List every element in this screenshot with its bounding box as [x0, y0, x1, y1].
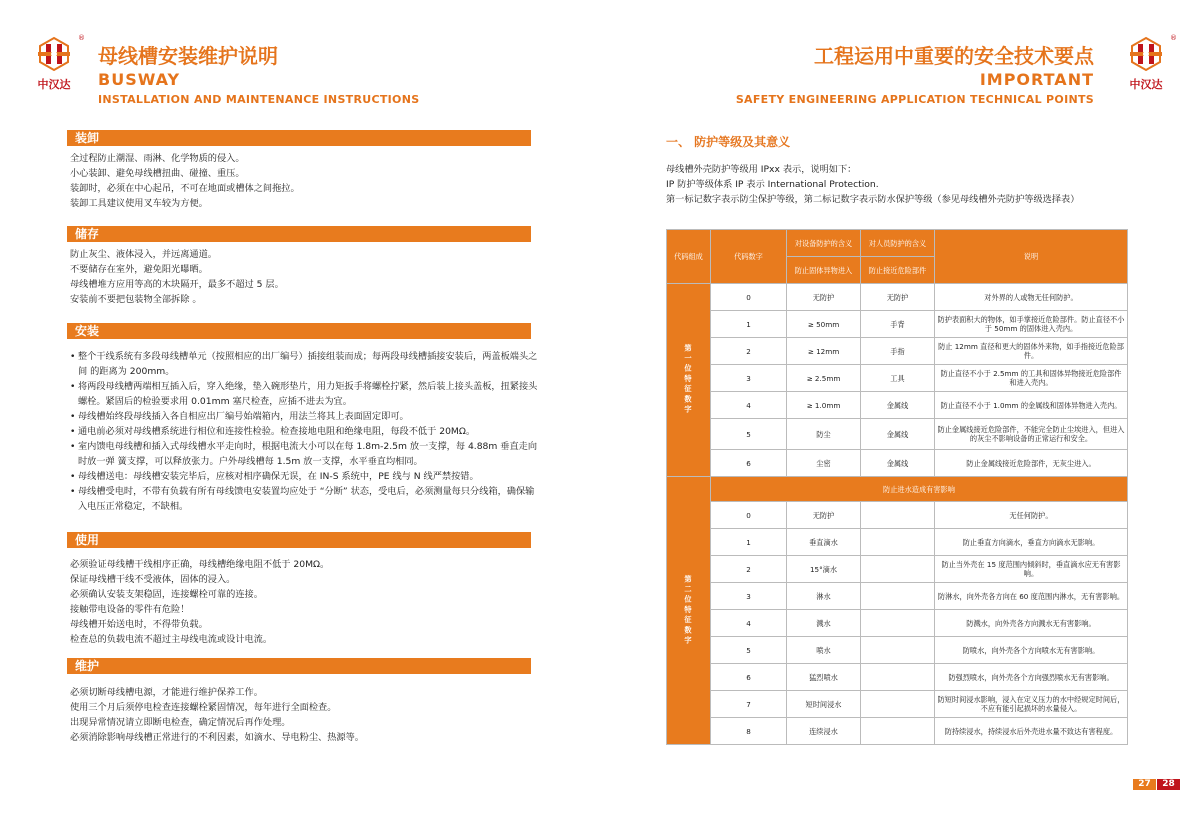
company-logo-right	[1124, 36, 1168, 96]
cell-description: 对外界的人或物无任何防护。	[935, 284, 1128, 311]
cell-digit: 4	[711, 610, 787, 637]
company-logo-left	[32, 36, 76, 96]
cell-equipment: 15°滴水	[787, 556, 861, 583]
cell-digit: 5	[711, 637, 787, 664]
text-line: 母线槽开始送电时，不得带负载。	[70, 619, 208, 630]
cell-equipment: 尘密	[787, 450, 861, 477]
cell-digit: 3	[711, 365, 787, 392]
cell-empty	[861, 691, 935, 718]
header-code-group: 代码组成	[667, 230, 711, 284]
cell-person: 工具	[861, 365, 935, 392]
section-heading-usage: 使用	[67, 532, 531, 548]
cell-digit: 1	[711, 311, 787, 338]
cell-person: 金属线	[861, 419, 935, 450]
cell-equipment: 无防护	[787, 284, 861, 311]
ip-protection-table	[666, 229, 1128, 745]
header-equipment-sub: 防止固体异物进入	[787, 257, 861, 284]
cell-digit: 2	[711, 338, 787, 365]
cell-description: 防止直径不小于 1.0mm 的金属线和固体异物进入壳内。	[935, 392, 1128, 419]
intro-line: 母线槽外壳防护等级用 IPxx 表示，说明如下：	[666, 164, 857, 175]
text-line: 保证母线槽干线不受液体，固体的浸入。	[70, 574, 236, 585]
right-title-en: IMPORTANT	[979, 70, 1094, 89]
section-body-handling	[70, 151, 540, 211]
cell-person: 无防护	[861, 284, 935, 311]
cell-empty	[861, 664, 935, 691]
text-line: 必须切断母线槽电源，才能进行维护保养工作。	[70, 687, 263, 698]
cell-empty	[861, 502, 935, 529]
cell-empty	[861, 556, 935, 583]
cell-equipment: ≥ 50mm	[787, 311, 861, 338]
logo-icon	[32, 36, 76, 72]
intro-line: IP 防护等级体系 IP 表示 International Protection.	[666, 179, 879, 190]
cell-equipment: 喷水	[787, 637, 861, 664]
cell-equipment: 防尘	[787, 419, 861, 450]
cell-description: 防止金属线接近危险部件，不能完全防止尘埃进入，但进入的灰尘不影响设备的正常运行和安全。	[935, 419, 1128, 450]
bullet-item: • 将两段母线槽两端相互插入后，穿入绝缘，垫入碗形垫片，用力矩扳手将螺栓拧紧，然后装上接头盖板，扭紧接头螺栓。紧固后的检验要求用 0.01mm 塞尺检查，应插不进去为宜。	[70, 379, 540, 409]
cell-equipment: ≥ 1.0mm	[787, 392, 861, 419]
group-second-digit: 第二位特征数字	[667, 477, 711, 745]
cell-digit: 8	[711, 718, 787, 745]
header-person: 对人员防护的含义	[861, 230, 935, 257]
cell-description: 防护表面积大的物体，如手掌接近危险部件。防止直径不小于 50mm 的固体进入壳内。	[935, 311, 1128, 338]
page-number-right: 28	[1157, 779, 1180, 790]
page-number-left: 27	[1133, 779, 1156, 790]
section-heading-installation: 安装	[67, 323, 531, 339]
section-heading-handling: 装卸	[67, 130, 531, 146]
group-first-digit: 第一位特征数字	[667, 284, 711, 477]
left-title-cn: 母线槽安装维护说明	[98, 44, 278, 68]
cell-empty	[861, 583, 935, 610]
cell-equipment: ≥ 12mm	[787, 338, 861, 365]
text-line: 必须确认安装支架稳固，连接螺栓可靠的连接。	[70, 589, 263, 600]
cell-person: 金属线	[861, 450, 935, 477]
bullet-item: • 母线槽始终段母线插入各自相应出厂编号始端箱内，用法兰将其上表面固定即可。	[70, 409, 540, 424]
cell-description: 防持续浸水，持续浸水后外壳进水量不致达有害程度。	[935, 718, 1128, 745]
cell-description: 防短时间浸水影响，浸入在定义压力的水中经规定时间后，不应有能引起损坏的水量侵入。	[935, 691, 1128, 718]
cell-digit: 7	[711, 691, 787, 718]
cell-digit: 1	[711, 529, 787, 556]
text-line: 全过程防止潮湿、雨淋、化学物质的侵入。	[70, 153, 245, 164]
cell-equipment: ≥ 2.5mm	[787, 365, 861, 392]
text-line: 不要储存在室外，避免阳光曝晒。	[70, 264, 208, 275]
cell-equipment: 无防护	[787, 502, 861, 529]
logo-text: 中汉达	[1129, 78, 1163, 91]
cell-empty	[861, 610, 935, 637]
logo-icon	[1124, 36, 1168, 72]
header-description: 说明	[935, 230, 1128, 284]
cell-description: 防止直径不小于 2.5mm 的工具和固体异物接近危险部件和进入壳内。	[935, 365, 1128, 392]
text-line: 装卸时，必须在中心起吊，不可在地面或槽体之间拖拉。	[70, 183, 300, 194]
cell-digit: 5	[711, 419, 787, 450]
cell-person: 金属线	[861, 392, 935, 419]
cell-digit: 0	[711, 284, 787, 311]
right-subtitle-en: SAFETY ENGINEERING APPLICATION TECHNICAL POINTS	[735, 93, 1094, 106]
cell-digit: 0	[711, 502, 787, 529]
bullet-item: • 通电前必须对母线槽系统进行相位和连接性检验。检查接地电阻和绝缘电阻，每段不低于 20MΩ。	[70, 424, 540, 439]
bullet-item: • 母线槽受电时，不带有负载有所有母线馈电安装置均应处于 “分断” 状态，受电后，必须测量每只分线箱，确保输入电压正常稳定，不缺相。	[70, 484, 540, 514]
cell-empty	[861, 718, 935, 745]
cell-equipment: 猛烈喷水	[787, 664, 861, 691]
cell-person: 手背	[861, 311, 935, 338]
cell-description: 防溅水，向外壳各方向溅水无有害影响。	[935, 610, 1128, 637]
section-heading-maintenance: 维护	[67, 658, 531, 674]
section-body-installation	[70, 349, 540, 514]
bullet-item: • 母线槽送电：母线槽安装完毕后，应核对相序确保无误，在 IN-S 系统中，PE 线与 N 线严禁按错。	[70, 469, 540, 484]
cell-description: 防止垂直方向滴水，垂直方向滴水无影响。	[935, 529, 1128, 556]
bullet-item: • 室内馈电母线槽和插入式母线槽水平走向时，根据电流大小可以在每 1.8m-2.5m 放一支撑，每 4.88m 垂直走向时放一弹 簧支撑，可以释放张力。户外母线槽每 1.5m 放一支撑，水平垂直均相同。	[70, 439, 540, 469]
cell-description: 防止 12mm 直径和更大的固体外来物，如手指接近危险部件。	[935, 338, 1128, 365]
section-body-storage	[70, 247, 540, 307]
text-line: 出现异常情况请立即断电检查，确定情况后再作处理。	[70, 717, 291, 728]
text-line: 使用三个月后须停电检查连接螺栓紧固情况，每年进行全面检查。	[70, 702, 337, 713]
text-line: 装卸工具建议使用叉车较为方便。	[70, 198, 208, 209]
text-line: 检查总的负载电流不超过主母线电流或设计电流。	[70, 634, 273, 645]
text-line: 必须消除影响母线槽正常进行的不利因素，如滴水、导电粉尘、热源等。	[70, 732, 364, 743]
cell-equipment: 溅水	[787, 610, 861, 637]
cell-digit: 6	[711, 450, 787, 477]
cell-digit: 4	[711, 392, 787, 419]
cell-person: 手指	[861, 338, 935, 365]
text-line: 安装前不要把包装物全部拆除 。	[70, 294, 202, 305]
cell-description: 防喷水，向外壳各个方向喷水无有害影响。	[935, 637, 1128, 664]
text-line: 防止灰尘、液体浸入，并远离通道。	[70, 249, 217, 260]
text-line: 接触带电设备的零件有危险！	[70, 604, 190, 615]
cell-equipment: 垂直滴水	[787, 529, 861, 556]
cell-equipment: 淋水	[787, 583, 861, 610]
cell-empty	[861, 637, 935, 664]
text-line: 母线槽堆方应用等高的木块隔开，最多不超过 5 层。	[70, 279, 284, 290]
cell-digit: 6	[711, 664, 787, 691]
registered-mark: ®	[1170, 34, 1177, 42]
section-body-usage	[70, 557, 540, 647]
left-title-en: BUSWAY	[98, 70, 181, 89]
header-person-sub: 防止接近危险部件	[861, 257, 935, 284]
right-section-heading: 一、 防护等级及其意义	[666, 135, 791, 149]
cell-description: 防淋水，向外壳各方向在 60 度范围内淋水，无有害影响。	[935, 583, 1128, 610]
text-line: 必须验证母线槽干线相序正确，母线槽绝缘电阻不低于 20MΩ。	[70, 559, 330, 570]
cell-description: 防止金属线接近危险部件，无灰尘进入。	[935, 450, 1128, 477]
logo-text: 中汉达	[37, 78, 71, 91]
cell-equipment: 连续浸水	[787, 718, 861, 745]
left-subtitle-en: INSTALLATION AND MAINTENANCE INSTRUCTIONS	[98, 93, 420, 106]
text-line: 小心装卸、避免母线槽扭曲、碰撞、重压。	[70, 168, 245, 179]
water-protection-header: 防止进水造成有害影响	[711, 477, 1128, 502]
right-title-cn: 工程运用中重要的安全技术要点	[814, 44, 1094, 68]
registered-mark: ®	[78, 34, 85, 42]
header-code-digit: 代码数字	[711, 230, 787, 284]
section-body-maintenance	[70, 685, 540, 745]
intro-line: 第一标记数字表示防尘保护等级，第二标记数字表示防水保护等级（参见母线槽外壳防护等级选择表）	[666, 194, 1080, 205]
cell-description: 无任何防护。	[935, 502, 1128, 529]
cell-description: 防止当外壳在 15 度范围内倾斜时，垂直滴水应无有害影响。	[935, 556, 1128, 583]
bullet-item: • 整个干线系统有多段母线槽单元（按照相应的出厂编号）插接组装而成；每两段母线槽插接安装后，两盖板端头之间 的距离为 200mm。	[70, 349, 540, 379]
cell-empty	[861, 529, 935, 556]
cell-digit: 3	[711, 583, 787, 610]
cell-equipment: 短时间浸水	[787, 691, 861, 718]
cell-description: 防强烈喷水，向外壳各个方向强烈喷水无有害影响。	[935, 664, 1128, 691]
section-heading-storage: 储存	[67, 226, 531, 242]
header-equipment: 对设备防护的含义	[787, 230, 861, 257]
cell-digit: 2	[711, 556, 787, 583]
